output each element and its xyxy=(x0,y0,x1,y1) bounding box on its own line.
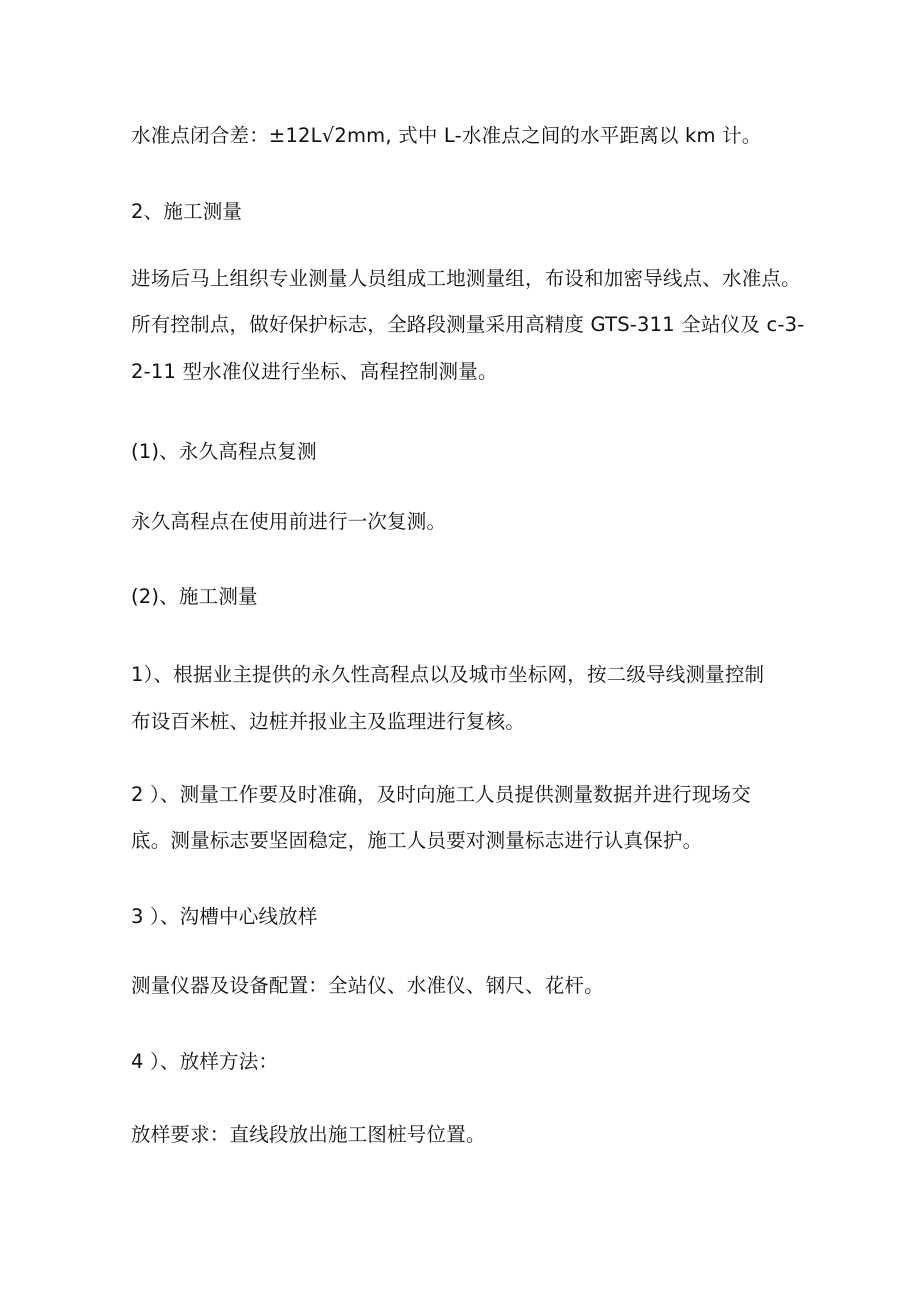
subheading-setting-out-method: 4 ）、放样方法： xyxy=(131,1050,279,1073)
benchmark-closure-text: 水准点闭合差：±12L√2mm, 式中 L-水准点之间的水平距离以 km 计。 xyxy=(131,124,762,147)
paragraph-line: 进场后马上组织专业测量人员组成工地测量组，布设和加密导线点、水准点。 xyxy=(131,267,801,290)
paragraph-line: 2-11 型水准仪进行坐标、高程控制测量。 xyxy=(131,360,498,383)
subheading-construction-survey: (2)、施工测量 xyxy=(131,585,258,608)
paragraph-line: 1）、根据业主提供的永久性高程点以及城市坐标网，按二级导线测量控制 xyxy=(131,663,765,686)
paragraph-line: 底。测量标志要坚固稳定，施工人员要对测量标志进行认真保护。 xyxy=(131,829,703,852)
section-heading-construction-survey: 2、施工测量 xyxy=(131,200,243,223)
paragraph-line: 所有控制点，做好保护标志，全路段测量采用高精度 GTS-311 全站仪及 c-3- xyxy=(131,313,805,336)
paragraph-line: 测量仪器及设备配置：全站仪、水准仪、钢尺、花杆。 xyxy=(131,974,604,997)
paragraph-line: 放样要求：直线段放出施工图桩号位置。 xyxy=(131,1123,486,1146)
subheading-trench-centerline: 3 ）、沟槽中心线放样 xyxy=(131,905,318,928)
paragraph-line: 2 ）、测量工作要及时准确，及时向施工人员提供测量数据并进行现场交 xyxy=(131,783,751,806)
subheading-permanent-benchmark: (1)、永久高程点复测 xyxy=(131,440,317,463)
paragraph-line: 布设百米桩、边桩并报业主及监理进行复核。 xyxy=(131,710,526,733)
paragraph-line: 永久高程点在使用前进行一次复测。 xyxy=(131,510,447,533)
